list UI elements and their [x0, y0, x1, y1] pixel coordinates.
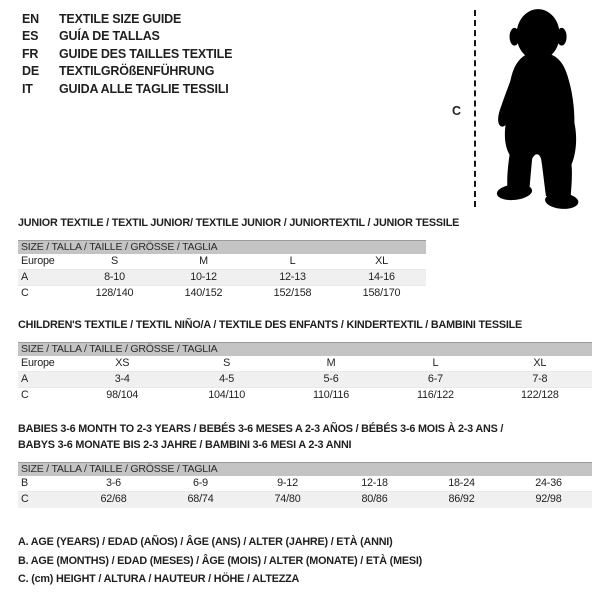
row-label: C [21, 287, 29, 299]
table-row [18, 270, 426, 286]
language-code: ES [22, 29, 39, 44]
table-cell: 6-7 [427, 373, 443, 385]
footnote-line: C. (cm) HEIGHT / ALTURA / HAUTEUR / HÖHE / ALTEZZA [18, 573, 300, 586]
table-row [18, 356, 592, 372]
footnotes [18, 533, 422, 589]
table-title [18, 317, 592, 333]
table-cell: 18-24 [448, 477, 475, 489]
table-cell: 74/80 [274, 493, 301, 505]
table-body [18, 476, 592, 508]
height-dashed-line [474, 10, 476, 207]
language-label: GUIDE DES TAILLES TEXTILE [59, 46, 233, 61]
table-cell: 98/104 [106, 389, 139, 401]
table-title-line: BABYS 3-6 MONATE BIS 2-3 JAHRE / BAMBINI 3-6 MESI A 2-3 ANNI [18, 439, 352, 451]
table-cell: 12-13 [279, 271, 306, 283]
toddler-silhouette-icon [484, 5, 600, 212]
size-header-bar: SIZE / TALLA / TAILLE / GRÖSSE / TAGLIA [18, 462, 592, 476]
table-title [18, 421, 592, 453]
language-row [22, 81, 232, 98]
row-label: A [21, 373, 29, 385]
language-code: DE [22, 64, 39, 79]
table-cell: M [326, 357, 336, 369]
table-title-line: JUNIOR TEXTILE / TEXTIL JUNIOR/ TEXTILE JUNIOR / JUNIORTEXTIL / JUNIOR TESSILE [18, 217, 460, 229]
table-title-line: CHILDREN'S TEXTILE / TEXTIL NIÑO/A / TEXTILE DES ENFANTS / KINDERTEXTIL / BAMBINI TESSILE [18, 319, 523, 331]
table-cell: 9-12 [277, 477, 298, 489]
table-cell: L [289, 255, 296, 267]
language-label: GUÍA DE TALLAS [59, 29, 160, 44]
table-cell: XS [115, 357, 130, 369]
table-cell: 116/122 [417, 389, 454, 401]
footnote-line: A. AGE (YEARS) / EDAD (AÑOS) / ÂGE (ANS) / ALTER (JAHRE) / ETÀ (ANNI) [18, 536, 393, 548]
table-cell: 110/116 [313, 389, 350, 401]
height-measure-figure [440, 4, 600, 216]
table-row [18, 388, 592, 404]
table-cell: 86/92 [448, 493, 475, 505]
table-cell: 4-5 [219, 373, 235, 385]
language-label: TEXTILE SIZE GUIDE [59, 12, 182, 26]
section-babies-textile [18, 421, 592, 508]
table-cell: 24-36 [535, 477, 562, 489]
language-row [22, 46, 232, 63]
table-cell: 104/110 [208, 389, 246, 401]
size-table [18, 462, 592, 508]
section-junior-textile [18, 215, 460, 302]
table-cell: 7-8 [532, 373, 548, 385]
footnote-line: B. AGE (MONTHS) / EDAD (MESES) / ÂGE (MOIS) / ALTER (MONATE) / ETÀ (MESI) [18, 554, 423, 567]
language-label: GUIDA ALLE TAGLIE TESSILI [59, 81, 229, 96]
table-cell: 12-18 [361, 477, 388, 489]
table-cell: 152/158 [273, 287, 312, 299]
table-cell: 140/152 [184, 287, 223, 299]
language-label: TEXTILGRÖßENFÜHRUNG [59, 64, 215, 79]
table-cell: M [199, 255, 208, 267]
table-cell: 128/140 [95, 287, 134, 299]
table-body [18, 356, 592, 404]
language-code: IT [22, 81, 33, 96]
table-row [18, 372, 592, 388]
table-title-line: BABIES 3-6 MONTH TO 2-3 YEARS / BEBÉS 3-6 MESES A 2-3 AÑOS / BÉBÉS 3-6 MOIS À 2-3 ANS / [18, 423, 504, 435]
table-cell: L [432, 357, 439, 369]
table-cell: 5-6 [323, 373, 339, 385]
table-cell: 6-9 [192, 477, 208, 489]
table-cell: 8-10 [104, 271, 125, 283]
row-label: A [21, 271, 29, 283]
table-cell: 92/98 [535, 493, 562, 505]
row-label: C [21, 389, 29, 401]
table-cell: S [110, 255, 118, 267]
language-row [22, 11, 232, 28]
size-table [18, 240, 426, 302]
language-code: FR [22, 46, 39, 61]
size-table [18, 342, 592, 404]
table-cell: 14-16 [368, 271, 395, 283]
table-row [18, 254, 426, 270]
language-list [22, 11, 232, 98]
table-row [18, 492, 592, 508]
height-measure-label: C [452, 104, 462, 118]
table-title [18, 215, 460, 231]
row-label: Europe [21, 255, 55, 267]
table-cell: 68/74 [187, 493, 214, 505]
size-header-bar: SIZE / TALLA / TAILLE / GRÖSSE / TAGLIA [18, 240, 426, 254]
table-cell: 122/128 [521, 389, 559, 401]
language-code: EN [22, 12, 39, 26]
table-cell: S [223, 357, 231, 369]
row-label: Europe [21, 357, 55, 369]
table-cell: 10-12 [190, 271, 217, 283]
table-cell: 3-4 [114, 373, 130, 385]
row-label: B [21, 477, 29, 489]
table-cell: 158/170 [362, 287, 401, 299]
table-row [18, 286, 426, 302]
table-cell: XL [375, 255, 388, 267]
table-row [18, 476, 592, 492]
table-cell: 80/86 [361, 493, 388, 505]
table-cell: XL [533, 357, 547, 369]
table-cell: 62/68 [100, 493, 127, 505]
section-childrens-textile [18, 317, 592, 404]
language-row [22, 28, 232, 45]
language-row [22, 63, 232, 80]
table-body [18, 254, 426, 302]
table-cell: 3-6 [105, 477, 121, 489]
size-header-bar: SIZE / TALLA / TAILLE / GRÖSSE / TAGLIA [18, 342, 592, 356]
row-label: C [21, 493, 29, 505]
